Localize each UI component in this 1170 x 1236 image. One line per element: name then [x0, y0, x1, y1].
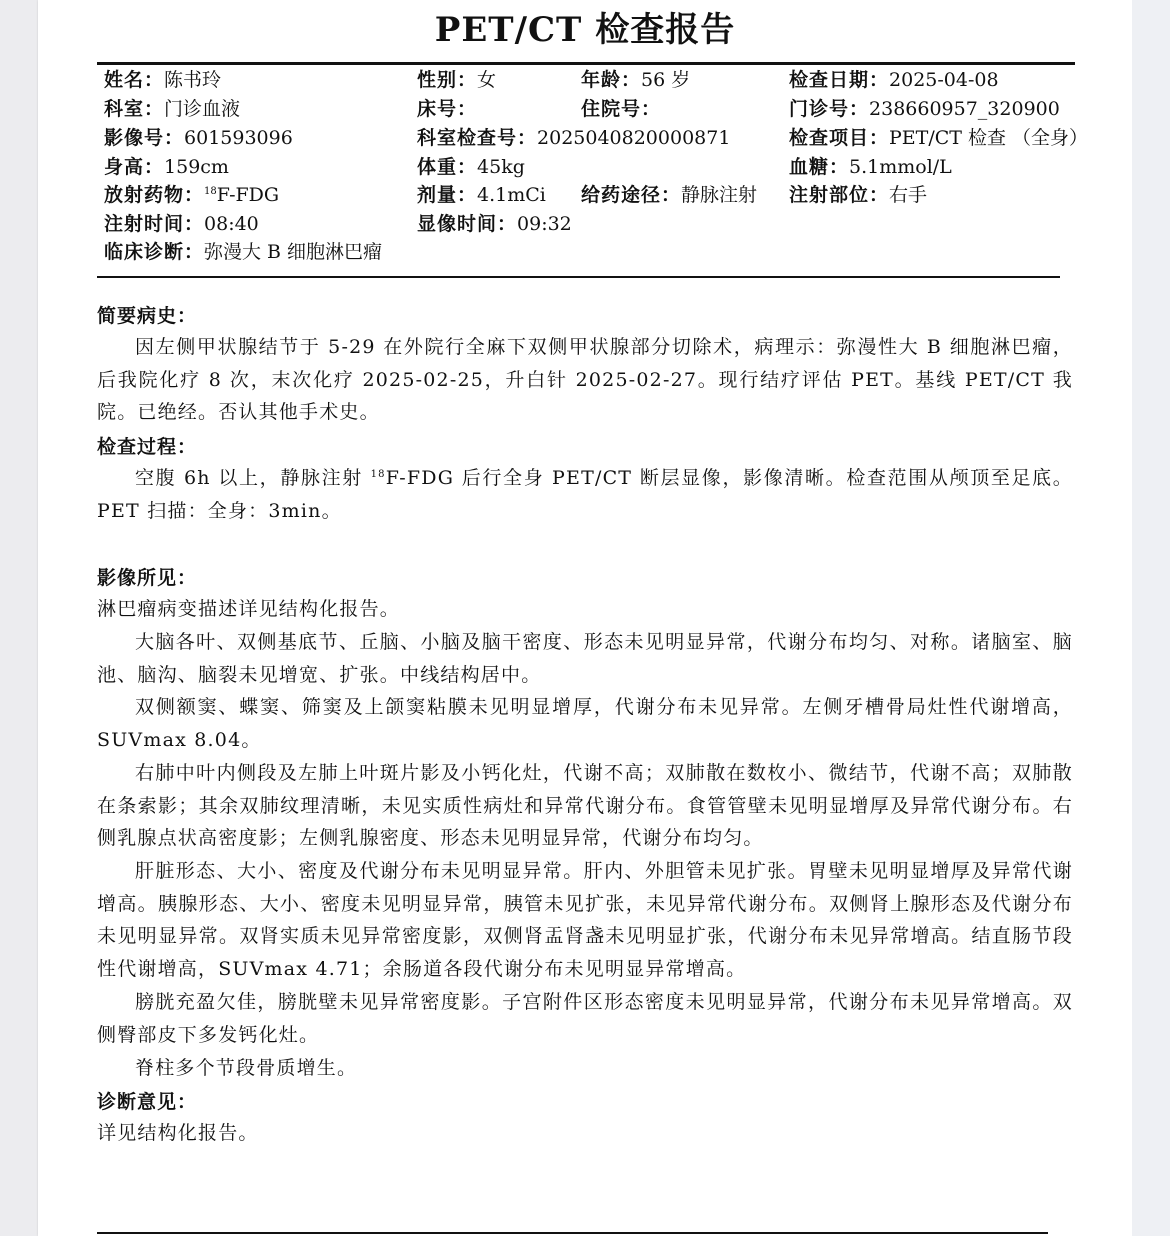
header-top-rule [97, 62, 1075, 65]
weight-value: 45kg [477, 156, 525, 178]
injection-site-value: 右手 [889, 184, 928, 206]
sex-field [417, 68, 496, 92]
procedure-heading: 检查过程： [97, 436, 198, 458]
injection-site-field [789, 183, 927, 207]
findings-spine: 脊柱多个节段骨质增生。 [135, 1057, 358, 1079]
dept-exam-number-label: 科室检查号： [417, 127, 538, 149]
clinical-diagnosis-label: 临床诊断： [104, 241, 205, 263]
header-bottom-rule [97, 276, 1060, 278]
dept-exam-number-field [417, 126, 730, 150]
exam-item-value: PET/CT 检查 （全身） [889, 127, 1089, 149]
age-value: 56 岁 [641, 69, 691, 91]
image-number-field [104, 126, 293, 150]
bed-label: 床号： [417, 98, 478, 120]
outpatient-field [789, 97, 1060, 121]
exam-item-label: 检查项目： [789, 127, 890, 149]
department-field [104, 97, 240, 121]
history-heading: 简要病史： [97, 305, 198, 327]
tracer-value: F-FDG [216, 184, 280, 206]
history-text: 因左侧甲状腺结节于 5-29 在外院行全麻下双侧甲状腺部分切除术，病理示：弥漫性大 B 细胞淋巴瘤，后我院化疗 8 次，末次化疗 2025-02-25，升白针 2025-02-27。现行结疗评估 PET。基线 PET/CT 我院。已绝经。否认其他手术史。 [97, 336, 1073, 424]
department-value: 门诊血液 [164, 98, 241, 120]
conclusion-text: 详见结构化报告。 [97, 1122, 259, 1144]
conclusion-heading: 诊断意见： [97, 1091, 198, 1113]
injection-time-value: 08:40 [204, 213, 259, 235]
page-margin [1132, 0, 1170, 1236]
department-label: 科室： [104, 98, 165, 120]
procedure-text-b: F-FDG 后行全身 PET/CT 断层显像，影像清晰。检查范围从颅顶至足底。PET 扫描：全身：3min。 [97, 467, 1073, 522]
tracer-label: 放射药物： [104, 184, 205, 206]
image-number-value: 601593096 [184, 127, 293, 149]
dose-value: 4.1mCi [477, 184, 546, 206]
dept-exam-number-value: 2025040820000871 [537, 127, 731, 149]
clinical-diagnosis-field [104, 240, 382, 264]
dose-label: 剂量： [417, 184, 478, 206]
injection-time-label: 注射时间： [104, 213, 205, 235]
patient-name-field [104, 68, 221, 92]
glucose-field [789, 155, 952, 179]
image-number-label: 影像号： [104, 127, 185, 149]
age-field [581, 68, 690, 92]
exam-date-field [789, 68, 999, 92]
clinical-diagnosis-value: 弥漫大 B 细胞淋巴瘤 [204, 241, 383, 263]
findings-intro: 淋巴瘤病变描述详见结构化报告。 [97, 598, 401, 620]
sex-value: 女 [477, 69, 497, 91]
injection-time-field [104, 212, 259, 236]
injection-site-label: 注射部位： [789, 184, 890, 206]
procedure-isotope-mass: 18 [370, 469, 386, 480]
route-value: 静脉注射 [681, 184, 758, 206]
tracer-field [104, 183, 279, 207]
height-label: 身高： [104, 156, 165, 178]
patient-name-label: 姓名： [104, 69, 165, 91]
route-label: 给药途径： [581, 184, 682, 206]
findings-heading: 影像所见： [97, 567, 198, 589]
procedure-text-a: 空腹 6h 以上，静脉注射 [135, 467, 371, 489]
outpatient-value: 238660957_320900 [869, 98, 1060, 120]
patient-name-value: 陈书玲 [164, 69, 222, 91]
findings-sinus: 双侧额窦、蝶窦、筛窦及上颌窦粘膜未见明显增厚，代谢分布未见异常。左侧牙槽骨局灶性代谢增高，SUVmax 8.04。 [97, 696, 1073, 751]
exam-date-label: 检查日期： [789, 69, 890, 91]
exam-item-field [789, 126, 1088, 150]
tracer-isotope-mass: 18 [204, 186, 217, 197]
procedure-text [97, 462, 1073, 527]
inpatient-label: 住院号： [581, 98, 662, 120]
inpatient-field [581, 97, 661, 121]
glucose-label: 血糖： [789, 156, 850, 178]
findings-brain: 大脑各叶、双侧基底节、丘脑、小脑及脑干密度、形态未见明显异常，代谢分布均匀、对称。诸脑室、脑池、脑沟、脑裂未见增宽、扩张。中线结构居中。 [97, 631, 1073, 686]
bed-field [417, 97, 477, 121]
route-field [581, 183, 757, 207]
age-label: 年龄： [581, 69, 642, 91]
dose-field [417, 183, 546, 207]
findings-pelvis: 膀胱充盈欠佳，膀胱壁未见异常密度影。子宫附件区形态密度未见明显异常，代谢分布未见异常增高。双侧臀部皮下多发钙化灶。 [97, 991, 1073, 1046]
weight-label: 体重： [417, 156, 478, 178]
findings-abdomen: 肝脏形态、大小、密度及代谢分布未见明显异常。肝内、外胆管未见扩张。胃壁未见明显增厚及异常代谢增高。胰腺形态、大小、密度未见明显异常，胰管未见扩张，未见异常代谢分布。双侧肾上腺形态及代谢分布未见明显异常。双肾实质未见异常密度影，双侧肾盂肾盏未见明显扩张，代谢分布未见异常增高。结直肠节段性代谢增高，SUVmax 4.71；余肠道各段代谢分布未见明显异常增高。 [97, 860, 1073, 981]
findings-chest: 右肺中叶内侧段及左肺上叶斑片影及小钙化灶，代谢不高；双肺散在数枚小、微结节，代谢不高；双肺散在条索影；其余双肺纹理清晰，未见实质性病灶和异常代谢分布。食管管壁未见明显增厚及异常代谢分布。右侧乳腺点状高密度影；左侧乳腺密度、形态未见明显异常，代谢分布均匀。 [97, 762, 1073, 850]
footer-rule [97, 1232, 1048, 1234]
exam-date-value: 2025-04-08 [889, 69, 999, 91]
height-value: 159cm [164, 156, 229, 178]
height-field [104, 155, 229, 179]
outpatient-label: 门诊号： [789, 98, 870, 120]
glucose-value: 5.1mmol/L [849, 156, 952, 178]
imaging-time-label: 显像时间： [417, 213, 518, 235]
imaging-time-field [417, 212, 572, 236]
imaging-time-value: 09:32 [517, 213, 572, 235]
report-title: PET/CT 检查报告 [434, 10, 736, 50]
sex-label: 性别： [417, 69, 478, 91]
weight-field [417, 155, 525, 179]
